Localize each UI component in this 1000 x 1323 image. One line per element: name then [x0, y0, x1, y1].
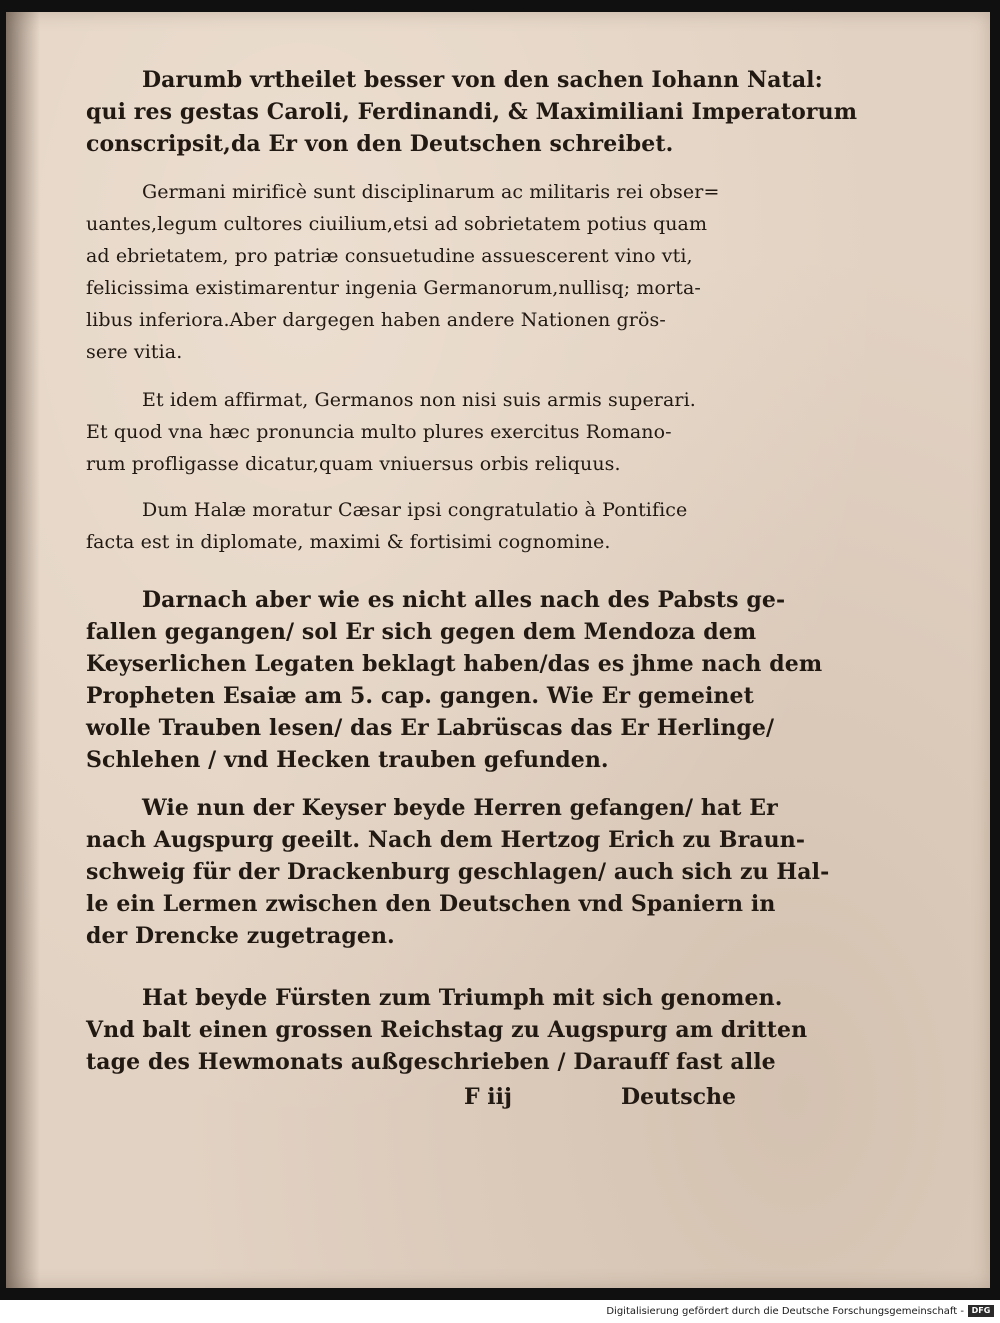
- text-line: Hat beyde Fürsten zum Triumph mit sich genomen.: [142, 985, 783, 1011]
- text-line: felicissima existimarentur ingenia Germanorum,nullisq; morta-: [86, 277, 701, 299]
- paragraph: [86, 176, 736, 368]
- paragraph: [86, 64, 858, 160]
- text-line: Wie nun der Keyser beyde Herren gefangen/ hat Er: [142, 795, 778, 821]
- dfg-logo: DFG: [968, 1305, 994, 1317]
- text-line: uantes,legum cultores ciuilium,etsi ad sobrietatem potius quam: [86, 213, 708, 235]
- paragraph: [86, 982, 808, 1078]
- text-line: Propheten Esaiæ am 5. cap. gangen. Wie Er gemeinet: [86, 683, 754, 709]
- text-line: Darumb vrtheilet besser von den sachen Iohann Natal:: [142, 67, 823, 93]
- page-gutter-shadow: [6, 12, 40, 1288]
- paragraph: [86, 384, 736, 480]
- text-line: schweig für der Drackenburg geschlagen/ auch sich zu Hal-: [86, 859, 830, 885]
- text-line: ad ebrietatem, pro patriæ consuetudine assuescerent vino vti,: [86, 245, 693, 267]
- text-line: sere vitia.: [86, 341, 183, 363]
- text-line: Dum Halæ moratur Cæsar ipsi congratulatio à Pontifice: [142, 499, 688, 521]
- signature-line: [86, 1084, 736, 1118]
- text-line: der Drencke zugetragen.: [86, 923, 395, 949]
- digitization-footer: [0, 1300, 1000, 1323]
- text-line: Germani mirificè sunt disciplinarum ac militaris rei obser=: [142, 181, 720, 203]
- text-line: Et quod vna hæc pronuncia multo plures exercitus Romano-: [86, 421, 672, 443]
- text-line: facta est in diplomate, maximi & fortisimi cognomine.: [86, 531, 611, 553]
- text-line: tage des Hewmonats außgeschrieben / Darauff fast alle: [86, 1049, 776, 1075]
- text-line: nach Augspurg geeilt. Nach dem Hertzog Erich zu Braun-: [86, 827, 806, 853]
- text-line: rum profligasse dicatur,quam vniuersus orbis reliquus.: [86, 453, 621, 475]
- paragraph: [86, 792, 830, 952]
- funding-notice: Digitalisierung gefördert durch die Deutsche Forschungsgemeinschaft -: [606, 1306, 964, 1317]
- text-line: Et idem affirmat, Germanos non nisi suis armis superari.: [142, 389, 696, 411]
- text-line: Vnd balt einen grossen Reichstag zu Augspurg am dritten: [86, 1017, 808, 1043]
- paragraph: [86, 584, 823, 776]
- text-line: Schlehen / vnd Hecken trauben gefunden.: [86, 747, 609, 773]
- text-line: fallen gegangen/ sol Er sich gegen dem Mendoza dem: [86, 619, 757, 645]
- text-line: wolle Trauben lesen/ das Er Labrüscas das Er Herlinge/: [86, 715, 775, 741]
- text-line: qui res gestas Caroli, Ferdinandi, & Maximiliani Imperatorum: [86, 99, 858, 125]
- paragraph: [86, 494, 736, 558]
- text-line: Keyserlichen Legaten beklagt haben/das es jhme nach dem: [86, 651, 823, 677]
- signature-mark: F iij: [464, 1084, 512, 1110]
- text-line: libus inferiora.Aber dargegen haben andere Nationen grös-: [86, 309, 666, 331]
- catchword: Deutsche: [620, 1084, 736, 1110]
- text-line: le ein Lermen zwischen den Deutschen vnd Spaniern in: [86, 891, 776, 917]
- text-line: Darnach aber wie es nicht alles nach des Pabsts ge-: [142, 587, 786, 613]
- text-line: conscripsit,da Er von den Deutschen schreibet.: [86, 131, 674, 157]
